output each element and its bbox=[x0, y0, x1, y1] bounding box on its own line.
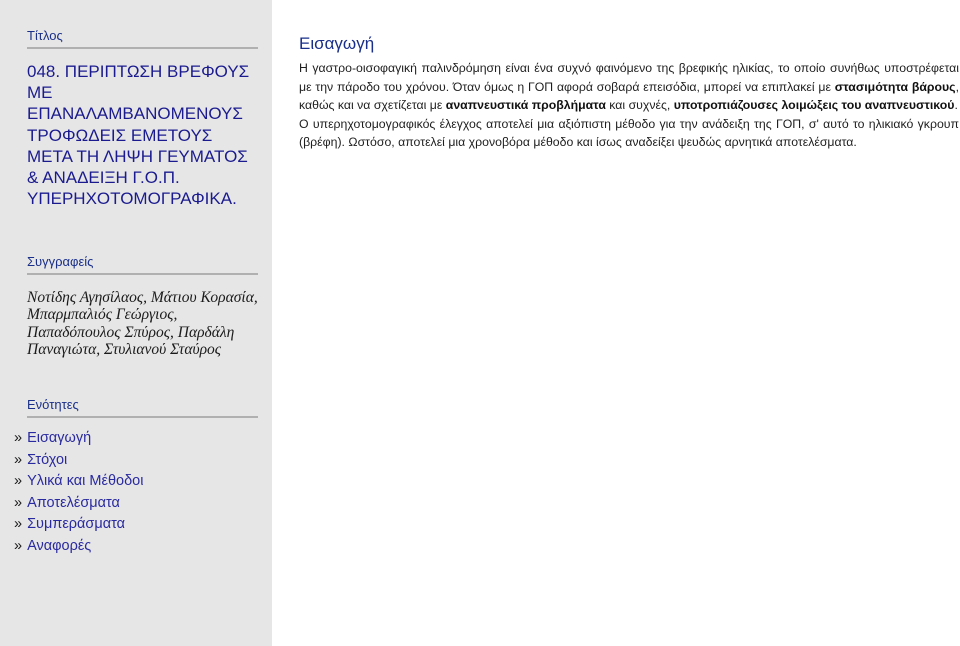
intro-text-e: . bbox=[954, 98, 958, 112]
sections-section-header: Ενότητες bbox=[27, 397, 258, 418]
section-heading: Εισαγωγή bbox=[299, 34, 375, 53]
section-link-label: Συμπεράσματα bbox=[27, 516, 126, 532]
intro-emphasis-infections: υποτροπιάζουσες λοιμώξεις του αναπνευστικού bbox=[673, 98, 955, 112]
title-section-header: Τίτλος bbox=[27, 28, 258, 49]
section-link-conclusions[interactable] bbox=[14, 514, 258, 536]
section-link-objectives[interactable] bbox=[14, 450, 258, 472]
sections-nav bbox=[14, 428, 258, 557]
title-section bbox=[27, 28, 258, 209]
section-bullet: » bbox=[14, 473, 23, 489]
authors-list: Νοτίδης Αγησίλαος, Μάτιου Κορασία, Μπαρμπαλιός Γεώργιος, Παπαδόπουλος Σπύρος, Παρδάλη Παναγιώτα, Στυλιανού Σταύρος bbox=[27, 289, 258, 359]
intro-paragraph-1 bbox=[299, 59, 959, 115]
section-bullet: » bbox=[14, 451, 23, 468]
main-content bbox=[299, 34, 959, 152]
section-link-label: Αναφορές bbox=[27, 537, 92, 554]
intro-text-a: Η γαστρο-οισοφαγική παλινδρόμηση είναι ένα συχνό φαινόμενο της βρεφικής ηλικίας, το οποίο συνήθως υποστρέφεται με την πάροδο του χρόνου. Όταν όμως η ΓΟΠ αφορά σοβαρά επεισόδια, μπορεί να επιπλακεί με bbox=[299, 61, 959, 94]
section-link-materials-methods[interactable] bbox=[14, 471, 258, 493]
intro-text-c: , καθώς και να σχετίζεται με bbox=[299, 79, 959, 112]
section-bullet: » bbox=[14, 494, 23, 511]
section-link-label: Αποτελέσματα bbox=[27, 494, 120, 511]
authors-section-header: Συγγραφείς bbox=[27, 254, 258, 275]
sections-section bbox=[14, 397, 258, 557]
section-link-references[interactable] bbox=[14, 536, 258, 558]
section-bullet: » bbox=[14, 537, 23, 554]
intro-emphasis-weight: στασιμότητα βάρους bbox=[834, 79, 956, 94]
intro-emphasis-respiratory: αναπνευστικά προβλήματα bbox=[445, 98, 606, 112]
intro-paragraph-2: Ο υπερηχοτομογραφικός έλεγχος αποτελεί μια αξιόπιστη μέθοδο για την ανάδειξη της ΓΟΠ, σ' αυτό το ηλικιακό γκρουπ (βρέφη). Ωστόσο, αποτελεί μια χρονοβόρα μέθοδο και ίσως αναδείξει ψευδώς αρνητικά αποτελέσματα. bbox=[299, 116, 959, 149]
section-link-introduction[interactable] bbox=[14, 428, 258, 450]
section-link-label: Υλικά και Μέθοδοι bbox=[27, 473, 144, 489]
section-bullet: » bbox=[14, 516, 23, 532]
section-link-label: Εισαγωγή bbox=[27, 430, 92, 446]
intro-text-d: και συχνές, bbox=[605, 98, 674, 112]
sidebar bbox=[0, 0, 272, 646]
case-title: 048. ΠΕΡΙΠΤΩΣΗ ΒΡΕΦΟΥΣ ΜΕ ΕΠΑΝΑΛΑΜΒΑΝΟΜΕΝΟΥΣ ΤΡΟΦΩΔΕΙΣ ΕΜΕΤΟΥΣ ΜΕΤΑ ΤΗ ΛΗΨΗ ΓΕΥΜΑΤΟΣ & ΑΝΑΔΕΙΞΗ Γ.Ο.Π. ΥΠΕΡΗΧΟΤΟΜΟΓΡΑΦΙΚΑ. bbox=[27, 62, 250, 209]
section-link-label: Στόχοι bbox=[27, 451, 68, 468]
section-link-results[interactable] bbox=[14, 493, 258, 515]
section-bullet: » bbox=[14, 430, 23, 446]
authors-section bbox=[27, 254, 258, 359]
